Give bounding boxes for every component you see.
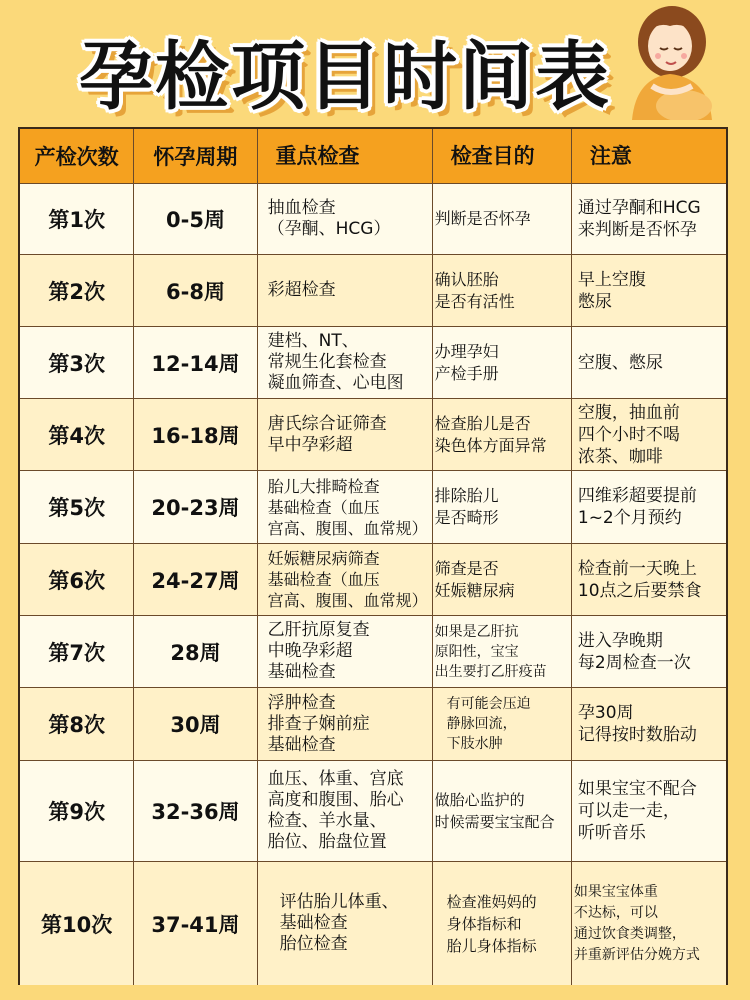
purpose-cell: 检查胎儿是否 染色体方面异常 — [433, 399, 572, 470]
note-cell: 进入孕晚期 每2周检查一次 — [577, 630, 691, 673]
check-cell: 妊娠糖尿病筛查 基础检查（血压 宫高、腹围、血常规） — [258, 544, 433, 615]
check-cell: 血压、体重、宫底 高度和腹围、胎心 检查、羊水量、 胎位、胎盘位置 — [258, 761, 433, 861]
visit-cell: 第10次 — [20, 862, 134, 985]
purpose-cell: 判断是否怀孕 — [433, 184, 572, 254]
week-cell: 37-41周 — [134, 862, 257, 985]
table-row — [20, 255, 726, 327]
note-cell: 如果宝宝体重 不达标，可以 通过饮食类调整， 并重新评估分娩方式 — [573, 883, 700, 963]
visit-cell: 第4次 — [20, 399, 134, 470]
week-cell: 0-5周 — [134, 184, 257, 254]
note-cell: 四维彩超要提前 1~2个月预约 — [577, 486, 697, 528]
header-note: 注意 — [589, 144, 632, 168]
table-row — [20, 761, 726, 862]
table-row — [20, 544, 726, 616]
header-week: 怀孕周期 — [134, 129, 257, 183]
table-row — [20, 471, 726, 544]
note-cell: 孕30周 记得按时数胎动 — [577, 703, 697, 745]
table-row — [20, 862, 726, 985]
purpose-cell: 确认胚胎 是否有活性 — [433, 255, 572, 326]
checkup-table — [18, 127, 728, 985]
week-cell: 30周 — [134, 688, 257, 760]
check-cell: 乙肝抗原复查 中晚孕彩超 基础检查 — [258, 616, 433, 687]
check-cell: 建档、NT、 常规生化套检查 凝血筛查、心电图 — [258, 327, 433, 398]
purpose-cell: 排除胎儿 是否畸形 — [433, 471, 572, 543]
week-cell: 28周 — [134, 616, 257, 687]
purpose-cell: 检查准妈妈的 身体指标和 胎儿身体指标 — [433, 862, 572, 985]
check-cell: 评估胎儿体重、 基础检查 胎位检查 — [258, 862, 433, 985]
header-purpose: 检查目的 — [433, 129, 572, 183]
check-cell: 抽血检查 （孕酮、HCG） — [258, 184, 433, 254]
note-cell: 如果宝宝不配合 可以走一走， 听听音乐 — [577, 779, 697, 843]
visit-cell: 第2次 — [20, 255, 134, 326]
table-row — [20, 327, 726, 399]
week-cell: 6-8周 — [134, 255, 257, 326]
check-cell: 浮肿检查 排查子娴前症 基础检查 — [258, 688, 433, 760]
note-cell: 空腹，抽血前 四个小时不喝 浓茶、咖啡 — [577, 402, 680, 467]
note-cell: 检查前一天晚上 10点之后要禁食 — [577, 558, 702, 601]
week-cell: 20-23周 — [134, 471, 257, 543]
table-row — [20, 184, 726, 255]
note-cell: 空腹、憋尿 — [577, 352, 663, 373]
week-cell: 12-14周 — [134, 327, 257, 398]
pregnant-woman-illustration — [612, 2, 732, 120]
visit-cell: 第6次 — [20, 544, 134, 615]
visit-cell: 第7次 — [20, 616, 134, 687]
week-cell: 32-36周 — [134, 761, 257, 861]
table-header-row — [20, 129, 726, 184]
visit-cell: 第1次 — [20, 184, 134, 254]
check-cell: 彩超检查 — [258, 255, 433, 326]
visit-cell: 第5次 — [20, 471, 134, 543]
note-cell: 早上空腹 憋尿 — [577, 269, 646, 312]
page-title: 孕检项目时间表 — [79, 34, 611, 120]
table-row — [20, 688, 726, 761]
purpose-cell: 办理孕妇 产检手册 — [433, 327, 572, 398]
purpose-cell: 筛查是否 妊娠糖尿病 — [433, 544, 572, 615]
check-cell: 唐氏综合证筛查 早中孕彩超 — [258, 399, 433, 470]
note-cell: 通过孕酮和HCG 来判断是否怀孕 — [577, 198, 701, 240]
check-cell: 胎儿大排畸检查 基础检查（血压 宫高、腹围、血常规） — [258, 471, 433, 543]
purpose-cell: 做胎心监护的 时候需要宝宝配合 — [433, 761, 572, 861]
purpose-cell: 如果是乙肝抗 原阳性，宝宝 出生要打乙肝疫苗 — [433, 616, 572, 687]
week-cell: 24-27周 — [134, 544, 257, 615]
visit-cell: 第9次 — [20, 761, 134, 861]
visit-cell: 第3次 — [20, 327, 134, 398]
purpose-cell: 有可能会压迫 静脉回流， 下肢水肿 — [433, 688, 572, 760]
visit-cell: 第8次 — [20, 688, 134, 760]
table-row — [20, 399, 726, 471]
table-row — [20, 616, 726, 688]
header-visit: 产检次数 — [20, 129, 134, 183]
header-check: 重点检查 — [258, 129, 433, 183]
week-cell: 16-18周 — [134, 399, 257, 470]
